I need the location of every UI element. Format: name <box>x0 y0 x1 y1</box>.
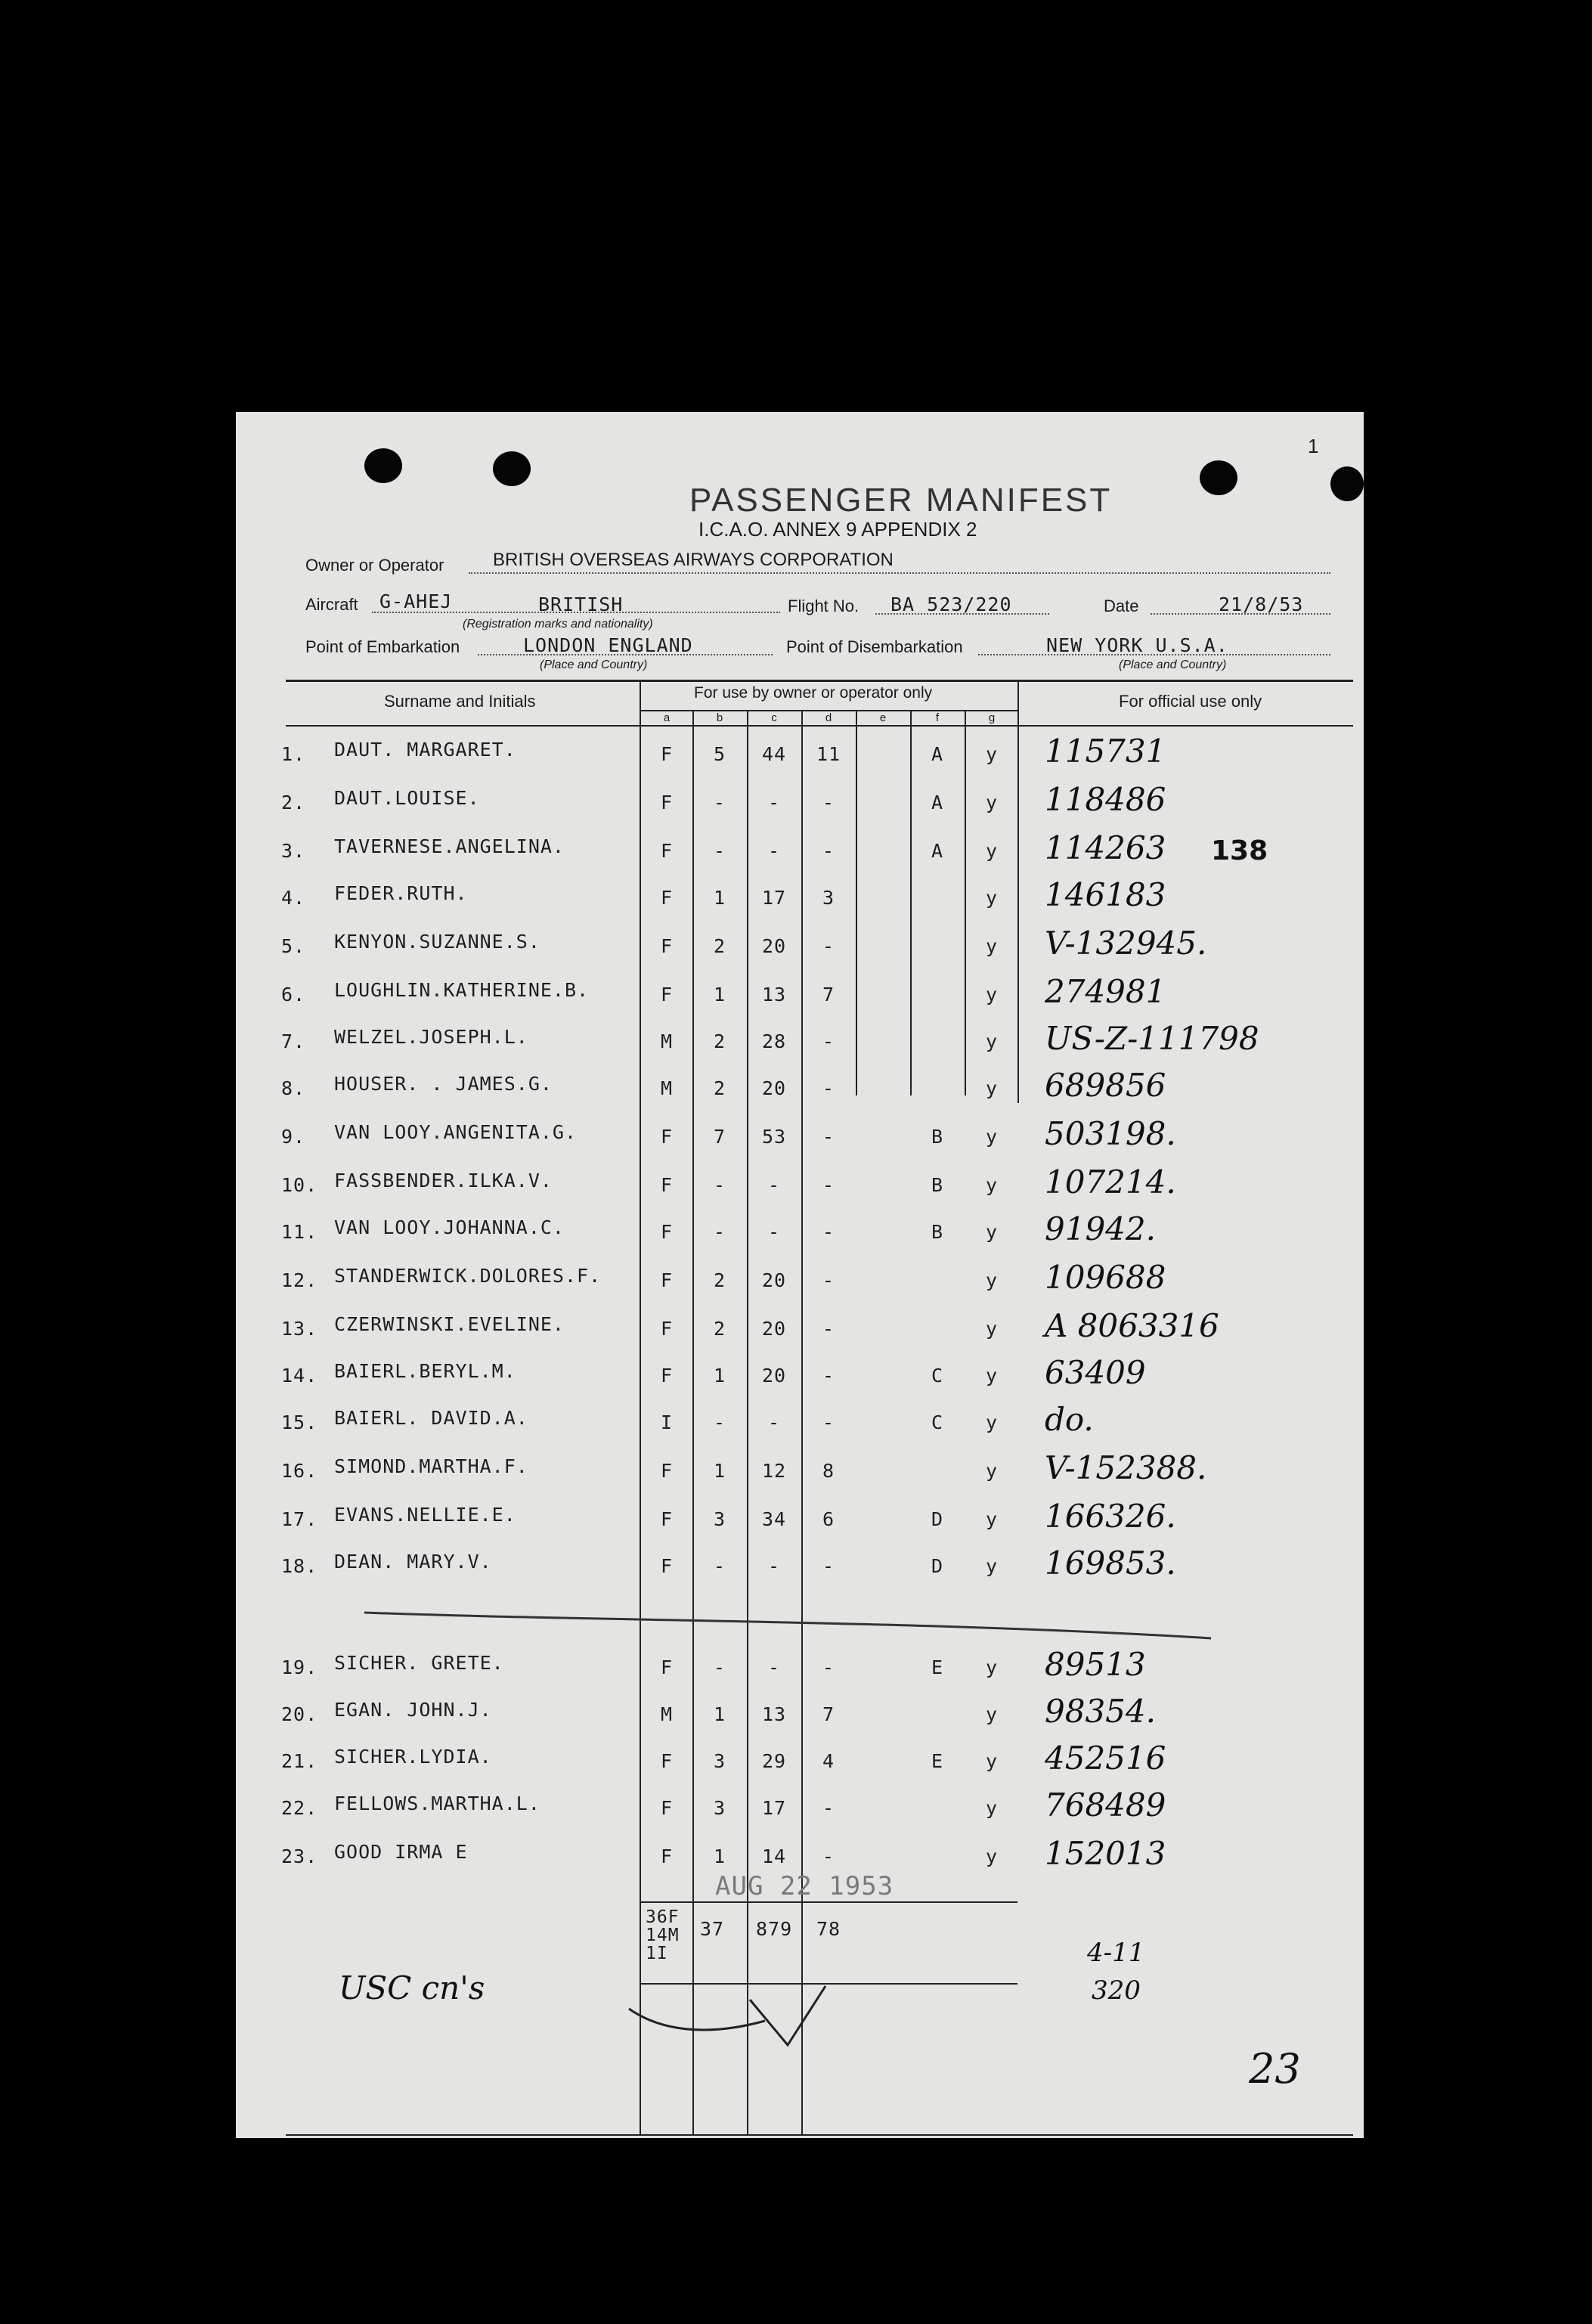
official-number-handwritten: V-152388. <box>1045 1449 1207 1486</box>
cell-g: y <box>985 1174 999 1196</box>
passenger-name: HOUSER. . JAMES.G. <box>334 1073 553 1095</box>
cell-c: 17 <box>761 887 787 909</box>
row-number: 14. <box>281 1365 318 1387</box>
official-number-handwritten: do. <box>1045 1401 1094 1438</box>
aircraft-label: Aircraft <box>305 595 358 614</box>
official-number-handwritten: 109688 <box>1045 1259 1166 1296</box>
passenger-name: WELZEL.JOSEPH.L. <box>334 1026 528 1048</box>
manifest-title: PASSENGER MANIFEST <box>689 482 1113 519</box>
cell-f: B <box>931 1221 944 1243</box>
cell-a: F <box>660 1750 674 1772</box>
embark-note: (Place and Country) <box>540 658 648 671</box>
col-letter-e: e <box>879 711 887 724</box>
cell-g: y <box>985 935 999 957</box>
col-letter-d: d <box>825 711 832 724</box>
cell-c: 29 <box>761 1750 787 1772</box>
cell-a: M <box>660 1030 674 1052</box>
count-handwritten: 4-11 <box>1087 1938 1145 1968</box>
cell-a: F <box>660 1318 674 1340</box>
cell-c: - <box>767 1174 781 1196</box>
row-number: 2. <box>281 792 306 813</box>
cell-c: - <box>767 840 781 862</box>
cell-g: y <box>985 1365 999 1387</box>
passenger-name: FEDER.RUTH. <box>334 882 468 904</box>
manifest-sheet <box>236 412 1364 2138</box>
row-number: 18. <box>281 1555 318 1577</box>
cell-c: - <box>767 1656 781 1678</box>
cell-a: F <box>660 1845 674 1867</box>
cell-b: 2 <box>713 1269 726 1291</box>
cell-d: 7 <box>822 1703 835 1725</box>
cell-c: 20 <box>761 935 787 957</box>
cell-b: 3 <box>713 1508 726 1530</box>
official-number-handwritten: 63409 <box>1045 1354 1146 1391</box>
cell-f: C <box>931 1365 944 1387</box>
row-number: 6. <box>281 984 306 1006</box>
cell-g: y <box>985 840 999 862</box>
passenger-name: FELLOWS.MARTHA.L. <box>334 1793 540 1814</box>
row-number: 15. <box>281 1411 318 1433</box>
totals-d: 78 <box>816 1918 841 1940</box>
cell-a: F <box>660 1269 674 1291</box>
cell-g: y <box>985 984 999 1006</box>
cell-f: E <box>931 1656 944 1678</box>
cell-g: y <box>985 1703 999 1725</box>
embark-label: Point of Embarkation <box>305 637 460 656</box>
totals-rule-bottom <box>640 1983 1017 1985</box>
row-number: 12. <box>281 1269 318 1291</box>
cell-a: F <box>660 1797 674 1819</box>
passenger-name: SICHER. GRETE. <box>334 1652 504 1674</box>
corner-mark: 1 <box>1308 435 1319 457</box>
cell-f: A <box>931 792 944 813</box>
cell-b: - <box>713 1555 726 1577</box>
usc-note-handwritten: USC cn's <box>339 1969 485 2006</box>
cell-b: - <box>713 1174 726 1196</box>
cell-g: y <box>985 1845 999 1867</box>
cell-d: - <box>822 935 835 957</box>
passenger-name: KENYON.SUZANNE.S. <box>334 931 540 953</box>
date-stamp: AUG 22 1953 <box>715 1871 894 1901</box>
cell-g: y <box>985 1797 999 1819</box>
cell-a: F <box>660 1460 674 1482</box>
cell-d: - <box>822 1797 835 1819</box>
cell-d: 3 <box>822 887 835 909</box>
cell-f: A <box>931 840 944 862</box>
cell-a: F <box>660 792 674 813</box>
owner-label: Owner or Operator <box>305 556 444 575</box>
owner-column-header: For use by owner or operator only <box>694 684 933 702</box>
row-number: 7. <box>281 1030 306 1052</box>
cell-c: - <box>767 1555 781 1577</box>
cell-c: - <box>767 792 781 813</box>
official-number-handwritten: 107214. <box>1045 1164 1176 1201</box>
official-number-handwritten: V-132945. <box>1045 925 1207 962</box>
row-number: 13. <box>281 1318 318 1340</box>
cell-g: y <box>985 1508 999 1530</box>
official-number-handwritten: 89513 <box>1045 1646 1146 1683</box>
cell-b: - <box>713 1411 726 1433</box>
passenger-name: EVANS.NELLIE.E. <box>334 1504 516 1526</box>
cell-f: B <box>931 1126 944 1148</box>
cell-c: 53 <box>761 1126 787 1148</box>
passenger-name: STANDERWICK.DOLORES.F. <box>334 1265 602 1287</box>
official-number-handwritten: 274981 <box>1045 973 1166 1010</box>
cell-a: F <box>660 1656 674 1678</box>
flight-value: BA 523/220 <box>890 593 1012 615</box>
row-number: 16. <box>281 1460 318 1482</box>
passenger-name: LOUGHLIN.KATHERINE.B. <box>334 979 590 1001</box>
count-handwritten-2: 320 <box>1092 1975 1141 2006</box>
cell-d: 8 <box>822 1460 835 1482</box>
cell-c: 20 <box>761 1365 787 1387</box>
manifest-subtitle: I.C.A.O. ANNEX 9 APPENDIX 2 <box>698 518 977 541</box>
cell-b: 1 <box>713 984 726 1006</box>
passenger-name: TAVERNESE.ANGELINA. <box>334 835 565 857</box>
col-letter-a: a <box>663 711 671 724</box>
cell-f: E <box>931 1750 944 1772</box>
cell-g: y <box>985 1750 999 1772</box>
cell-b: 1 <box>713 1460 726 1482</box>
aircraft-value: G-AHEJ <box>379 590 453 612</box>
cell-a: F <box>660 984 674 1006</box>
passenger-name: BAIERL.BERYL.M. <box>334 1360 516 1382</box>
cell-b: 1 <box>713 887 726 909</box>
cell-d: - <box>822 840 835 862</box>
cell-b: - <box>713 792 726 813</box>
cell-a: M <box>660 1703 674 1725</box>
cell-c: 13 <box>761 984 787 1006</box>
cell-g: y <box>985 1077 999 1099</box>
date-label: Date <box>1104 596 1139 615</box>
cell-c: 20 <box>761 1077 787 1099</box>
cell-b: 1 <box>713 1365 726 1387</box>
cell-g: y <box>985 743 999 765</box>
date-value: 21/8/53 <box>1219 593 1304 615</box>
official-number-handwritten: 114263 <box>1045 829 1166 866</box>
cell-d: 11 <box>816 743 841 765</box>
passenger-name: CZERWINSKI.EVELINE. <box>334 1313 565 1335</box>
cell-f: B <box>931 1174 944 1196</box>
name-column-header: Surname and Initials <box>384 692 536 711</box>
row-number: 3. <box>281 840 306 862</box>
cell-c: 14 <box>761 1845 787 1867</box>
cell-d: - <box>822 1030 835 1052</box>
cell-a: F <box>660 1555 674 1577</box>
cell-f: D <box>931 1555 944 1577</box>
passenger-name: DAUT.LOUISE. <box>334 787 480 809</box>
passenger-name: SICHER.LYDIA. <box>334 1746 492 1768</box>
row-number: 17. <box>281 1508 318 1530</box>
cell-f: D <box>931 1508 944 1530</box>
row-number: 22. <box>281 1797 318 1819</box>
official-number-handwritten: 91942. <box>1045 1210 1156 1247</box>
row-number: 11. <box>281 1221 318 1243</box>
cell-b: 1 <box>713 1703 726 1725</box>
cell-a: F <box>660 887 674 909</box>
row-number: 20. <box>281 1703 318 1725</box>
passenger-name: VAN LOOY.ANGENITA.G. <box>334 1121 578 1143</box>
official-number-handwritten: US-Z-111798 <box>1045 1020 1259 1057</box>
totals-a-line-1: 36F <box>646 1907 680 1927</box>
cell-a: M <box>660 1077 674 1099</box>
cell-b: 2 <box>713 1077 726 1099</box>
cell-b: - <box>713 840 726 862</box>
cell-b: - <box>713 1656 726 1678</box>
cell-d: - <box>822 1555 835 1577</box>
cell-a: F <box>660 1365 674 1387</box>
cell-b: 7 <box>713 1126 726 1148</box>
official-number-handwritten: 118486 <box>1045 781 1166 818</box>
cell-d: - <box>822 792 835 813</box>
cell-d: - <box>822 1411 835 1433</box>
page-number-handwritten: 138 <box>1211 835 1268 866</box>
official-number-handwritten: 115731 <box>1045 733 1166 770</box>
passenger-name: DEAN. MARY.V. <box>334 1551 492 1573</box>
cell-a: F <box>660 1221 674 1243</box>
owner-value: BRITISH OVERSEAS AIRWAYS CORPORATION <box>493 550 894 570</box>
cell-a: F <box>660 840 674 862</box>
cell-g: y <box>985 887 999 909</box>
cell-c: - <box>767 1411 781 1433</box>
cell-d: - <box>822 1126 835 1148</box>
row-number: 23. <box>281 1845 318 1867</box>
passenger-name: FASSBENDER.ILKA.V. <box>334 1170 553 1191</box>
official-number-handwritten: 452516 <box>1045 1740 1166 1777</box>
row-number: 8. <box>281 1077 306 1099</box>
cell-b: 2 <box>713 1318 726 1340</box>
cell-b: - <box>713 1221 726 1243</box>
cell-d: - <box>822 1221 835 1243</box>
row-number: 19. <box>281 1656 318 1678</box>
embark-value: LONDON ENGLAND <box>523 634 693 656</box>
cell-c: 12 <box>761 1460 787 1482</box>
cell-c: 17 <box>761 1797 787 1819</box>
cell-d: 6 <box>822 1508 835 1530</box>
cell-b: 3 <box>713 1797 726 1819</box>
cell-c: 34 <box>761 1508 787 1530</box>
cell-a: F <box>660 1126 674 1148</box>
official-number-handwritten: 98354. <box>1045 1693 1156 1730</box>
cell-g: y <box>985 1221 999 1243</box>
official-number-handwritten: 689856 <box>1045 1067 1166 1104</box>
cell-b: 3 <box>713 1750 726 1772</box>
row-number: 4. <box>281 887 306 909</box>
cell-d: 7 <box>822 984 835 1006</box>
cell-b: 2 <box>713 935 726 957</box>
cell-b: 1 <box>713 1845 726 1867</box>
cell-d: 4 <box>822 1750 835 1772</box>
cell-c: 20 <box>761 1318 787 1340</box>
passenger-name: VAN LOOY.JOHANNA.C. <box>334 1216 565 1238</box>
passenger-name: EGAN. JOHN.J. <box>334 1699 492 1721</box>
cell-c: 13 <box>761 1703 787 1725</box>
cell-d: - <box>822 1318 835 1340</box>
row-number: 1. <box>281 743 306 765</box>
cell-c: 20 <box>761 1269 787 1291</box>
cell-c: - <box>767 1221 781 1243</box>
cell-d: - <box>822 1365 835 1387</box>
totals-a-line-3: 1I <box>646 1944 668 1963</box>
cell-g: y <box>985 1460 999 1482</box>
passenger-name: BAIERL. DAVID.A. <box>334 1407 528 1429</box>
cell-c: 44 <box>761 743 787 765</box>
passenger-name: DAUT. MARGARET. <box>334 739 516 761</box>
nationality-value: BRITISH <box>538 593 624 615</box>
cell-a: F <box>660 743 674 765</box>
official-number-handwritten: 768489 <box>1045 1786 1166 1824</box>
official-column-header: For official use only <box>1119 692 1262 711</box>
row-number: 5. <box>281 935 306 957</box>
cell-f: C <box>931 1411 944 1433</box>
aircraft-note: (Registration marks and nationality) <box>463 618 653 631</box>
cell-g: y <box>985 1318 999 1340</box>
cell-b: 2 <box>713 1030 726 1052</box>
cell-d: - <box>822 1174 835 1196</box>
disembark-value: NEW YORK U.S.A. <box>1046 634 1228 656</box>
official-number-handwritten: 169853. <box>1045 1545 1176 1582</box>
cell-g: y <box>985 792 999 813</box>
totals-rule <box>640 1901 1017 1903</box>
cell-d: - <box>822 1077 835 1099</box>
cell-d: - <box>822 1845 835 1867</box>
disembark-note: (Place and Country) <box>1119 658 1227 671</box>
cell-a: F <box>660 935 674 957</box>
cell-g: y <box>985 1030 999 1052</box>
passenger-name: SIMOND.MARTHA.F. <box>334 1455 528 1477</box>
official-number-handwritten: 146183 <box>1045 876 1166 913</box>
official-number-handwritten: 152013 <box>1045 1835 1166 1872</box>
cell-f: A <box>931 743 944 765</box>
row-number: 21. <box>281 1750 318 1772</box>
cell-a: I <box>660 1411 674 1433</box>
col-letter-b: b <box>716 711 723 724</box>
cell-b: 5 <box>713 743 726 765</box>
col-letter-c: c <box>771 711 777 724</box>
disembark-label: Point of Disembarkation <box>786 637 963 656</box>
totals-c: 879 <box>756 1918 793 1940</box>
cell-g: y <box>985 1555 999 1577</box>
flight-label: Flight No. <box>788 596 859 615</box>
cell-c: 28 <box>761 1030 787 1052</box>
cell-a: F <box>660 1508 674 1530</box>
cell-g: y <box>985 1269 999 1291</box>
cell-d: - <box>822 1656 835 1678</box>
cell-a: F <box>660 1174 674 1196</box>
cell-g: y <box>985 1126 999 1148</box>
cell-g: y <box>985 1656 999 1678</box>
cell-d: - <box>822 1269 835 1291</box>
official-number-handwritten: 166326. <box>1045 1498 1176 1535</box>
passenger-name: GOOD IRMA E <box>334 1841 468 1863</box>
cell-g: y <box>985 1411 999 1433</box>
official-number-handwritten: A 8063316 <box>1045 1307 1219 1344</box>
row-number: 10. <box>281 1174 318 1196</box>
totals-b: 37 <box>700 1918 725 1940</box>
row-number: 9. <box>281 1126 306 1148</box>
official-number-handwritten: 503198. <box>1045 1115 1176 1152</box>
col-letter-g: g <box>988 711 996 724</box>
totals-a-line-2: 14M <box>646 1926 680 1945</box>
col-letter-f: f <box>935 711 940 724</box>
sheet-number-handwritten: 23 <box>1249 2045 1301 2093</box>
